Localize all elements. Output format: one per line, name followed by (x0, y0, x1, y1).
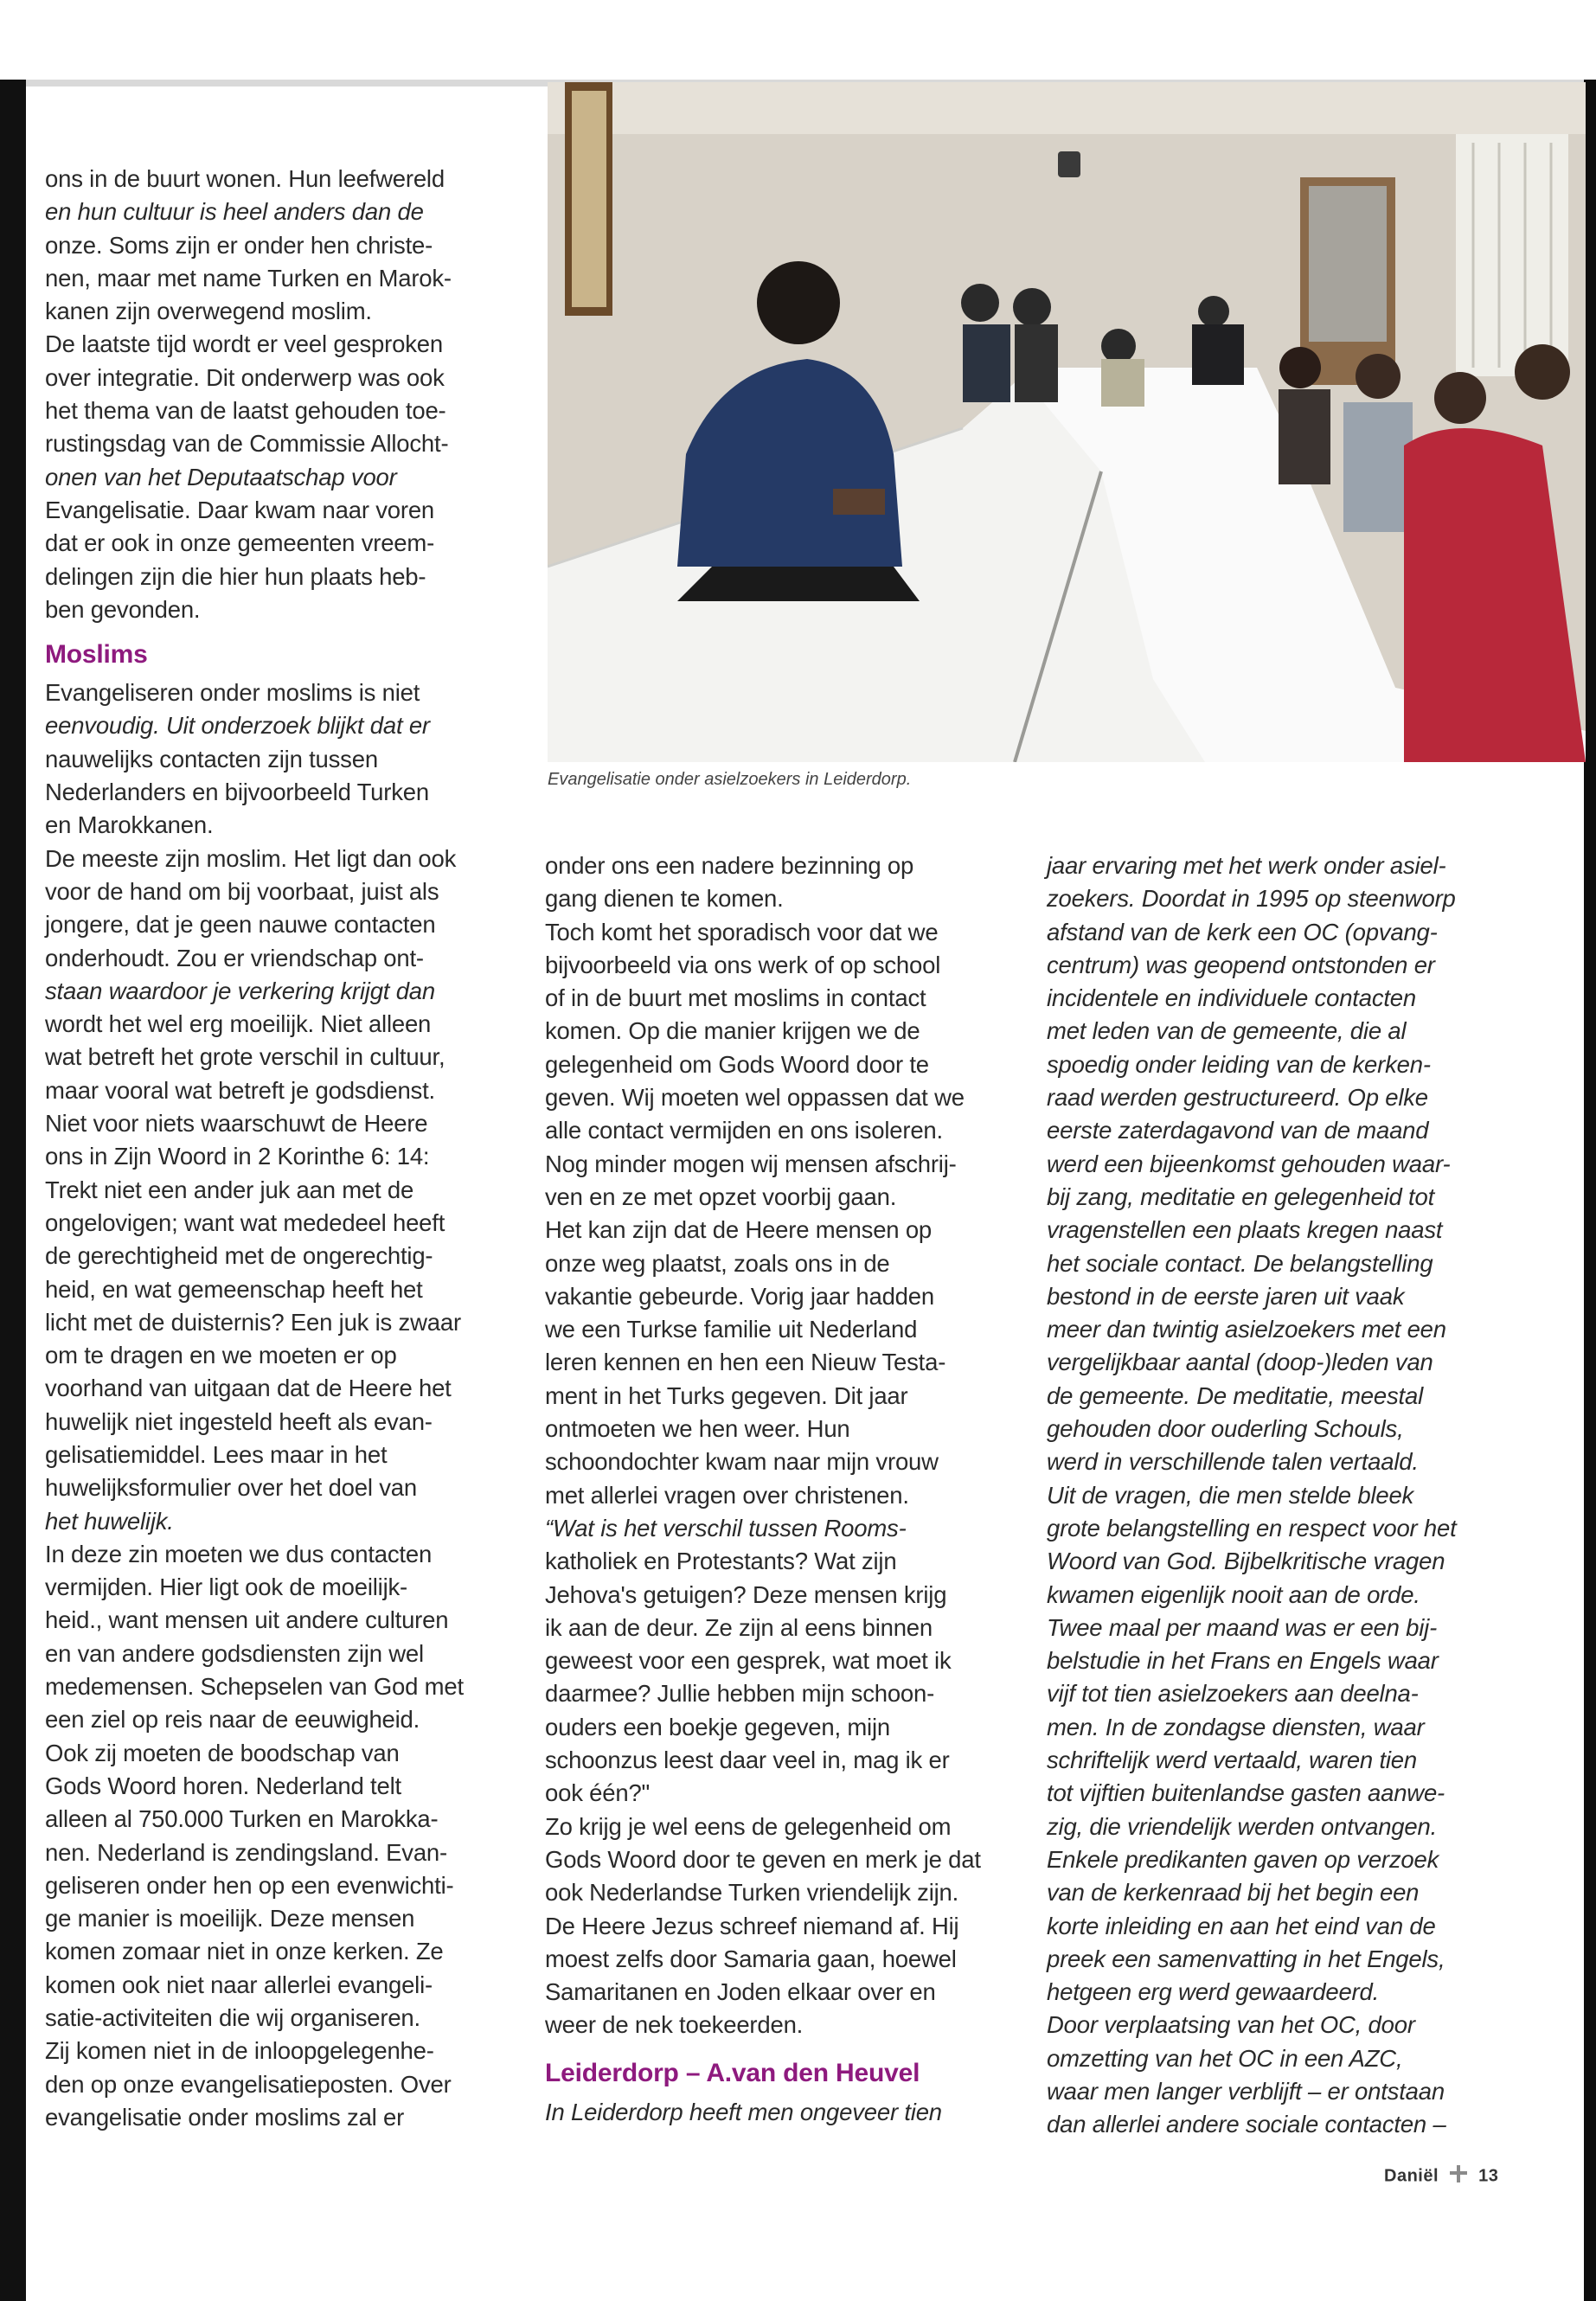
text-line: komen. Op die manier krijgen we de (545, 1017, 920, 1045)
text-line: Ook zij moeten de boodschap van (45, 1739, 400, 1766)
text-line: schoonzus leest daar veel in, mag ik er (545, 1747, 950, 1774)
text-line: dat er ook in onze gemeenten vreem- (45, 529, 435, 557)
text-line: Zij komen niet in de inloopgelegenhe- (45, 2037, 434, 2065)
intro-text (45, 163, 512, 626)
text-line: incidentele en individuele contacten (1047, 984, 1416, 1012)
text-line: korte inleiding en aan het eind van de (1047, 1912, 1436, 1939)
text-line: huwelijksformulier over het doel van (45, 1474, 417, 1502)
text-line: tot vijftien buitenlandse gasten aanwe- (1047, 1779, 1445, 1807)
text-line: den op onze evangelisatieposten. Over (45, 2070, 452, 2098)
text-line: komen zomaar niet in onze kerken. Ze (45, 1938, 444, 1965)
text-line: kwamen eigenlijk nooit aan de orde. (1047, 1580, 1420, 1608)
text-line: het huwelijk. (45, 1507, 174, 1535)
text-line: ons in de buurt wonen. Hun leefwereld (45, 165, 445, 192)
meeting-photo (548, 82, 1586, 762)
text-line: met leden van de gemeente, die al (1047, 1017, 1407, 1045)
text-line: Gods Woord horen. Nederland telt (45, 1772, 401, 1799)
text-line: staan waardoor je verkering krijgt dan (45, 977, 435, 1004)
text-line: ook één?" (545, 1779, 651, 1807)
text-line: de gerechtigheid met de ongerechtig- (45, 1242, 433, 1270)
photo-illustration (548, 82, 1586, 762)
text-line: ven en ze met opzet voorbij gaan. (545, 1183, 897, 1210)
text-line: Gods Woord door te geven en merk je dat (545, 1845, 981, 1873)
text-line: leren kennen en hen een Nieuw Testa- (545, 1349, 946, 1376)
text-line: Jehova's getuigen? Deze mensen krijg (545, 1580, 947, 1608)
text-line: daarmee? Jullie hebben mijn schoon- (545, 1680, 935, 1708)
cross-ornament-icon (1449, 2164, 1468, 2189)
text-line: Enkele predikanten gaven op verzoek (1047, 1845, 1439, 1873)
text-line: bestond in de eerste jaren uit vaak (1047, 1282, 1405, 1310)
text-line: Het kan zijn dat de Heere mensen op (545, 1216, 933, 1244)
text-line: In Leiderdorp heeft men ongeveer tien (545, 2098, 942, 2125)
text-line: voorhand van uitgaan dat de Heere het (45, 1375, 452, 1402)
text-line: wordt het wel erg moeilijk. Niet alleen (45, 1010, 432, 1038)
text-line: of in de buurt met moslims in contact (545, 984, 926, 1012)
text-line: Door verplaatsing van het OC, door (1047, 2011, 1415, 2039)
text-line: ben gevonden. (45, 595, 201, 623)
section-heading-moslims: Moslims (45, 640, 148, 670)
text-line: en hun cultuur is heel anders dan de (45, 198, 424, 226)
text-line: gang dienen te komen. (545, 885, 784, 913)
text-line: vijf tot tien asielzoekers aan deelna- (1047, 1680, 1419, 1708)
text-line: licht met de duisternis? Een juk is zwaar (45, 1308, 461, 1336)
text-line: de gemeente. De meditatie, meestal (1047, 1381, 1423, 1409)
text-line: De meeste zijn moslim. Het ligt dan ook (45, 844, 457, 872)
text-line: ontmoeten we hen weer. Hun (545, 1415, 850, 1443)
column-2-text (545, 849, 1016, 2042)
text-line: vakantie gebeurde. Vorig jaar hadden (545, 1282, 934, 1310)
column-3 (1047, 849, 1531, 2142)
text-line: schoondochter kwam naar mijn vrouw (545, 1448, 939, 1476)
text-line: ouders een boekje gegeven, mijn (545, 1713, 890, 1740)
text-line: over integratie. Dit onderwerp was ook (45, 363, 445, 391)
text-line: huwelijk niet ingesteld heeft als evan- (45, 1407, 433, 1435)
text-line: om te dragen en we moeten er op (45, 1342, 397, 1369)
text-line: vergelijkbaar aantal (doop-)leden van (1047, 1349, 1433, 1376)
text-line: voor de hand om bij voorbaat, juist als (45, 877, 439, 905)
text-line: geweest voor een gesprek, wat moet ik (545, 1647, 952, 1675)
text-line: delingen zijn die hier hun plaats heb- (45, 562, 426, 590)
text-line: gehouden door ouderling Schouls, (1047, 1415, 1404, 1443)
text-line: Evangeliseren onder moslims is niet (45, 679, 420, 707)
text-line: jaar ervaring met het werk onder asiel- (1047, 852, 1446, 879)
column-2 (545, 849, 1016, 2129)
magazine-name: Daniël (1384, 2166, 1439, 2186)
text-line: Samaritanen en Joden elkaar over en (545, 1978, 936, 2006)
text-line: van de kerkenraad bij het begin een (1047, 1879, 1420, 1907)
photo-caption: Evangelisatie onder asielzoekers in Leiderdorp. (548, 770, 912, 789)
text-line: geven. Wij moeten wel oppassen dat we (545, 1084, 965, 1112)
text-line: raad werden gestructureerd. Op elke (1047, 1084, 1428, 1112)
moslims-text (45, 676, 512, 2134)
text-line: preek een samenvatting in het Engels, (1047, 1945, 1445, 1972)
text-line: omzetting van het OC in een AZC, (1047, 2044, 1403, 2072)
text-line: en Marokkanen. (45, 811, 214, 839)
text-line: Zo krijg je wel eens de gelegenheid om (545, 1812, 952, 1840)
text-line: moest zelfs door Samaria gaan, hoewel (545, 1945, 957, 1972)
text-line: heid., want mensen uit andere culturen (45, 1606, 449, 1634)
text-line: ongelovigen; want wat mededeel heeft (45, 1208, 445, 1236)
text-line: eenvoudig. Uit onderzoek blijkt dat er (45, 712, 430, 740)
text-line: ook Nederlandse Turken vriendelijk zijn. (545, 1879, 959, 1907)
text-line: het thema van de laatst gehouden toe- (45, 397, 446, 425)
column-1 (45, 163, 512, 2134)
page-number: 13 (1478, 2166, 1499, 2186)
text-line: alleen al 750.000 Turken en Marokka- (45, 1805, 439, 1833)
text-line: hetgeen erg werd gewaardeerd. (1047, 1978, 1380, 2006)
text-line: ons in Zijn Woord in 2 Korinthe 6: 14: (45, 1143, 430, 1170)
text-line: zig, die vriendelijk werden ontvangen. (1047, 1812, 1438, 1840)
text-line: Uit de vragen, die men stelde bleek (1047, 1481, 1414, 1509)
text-line: en van andere godsdiensten zijn wel (45, 1639, 424, 1667)
text-line: gelisatiemiddel. Lees maar in het (45, 1440, 388, 1468)
text-line: ment in het Turks gegeven. Dit jaar (545, 1381, 908, 1409)
text-line: Nederlanders en bijvoorbeeld Turken (45, 779, 429, 806)
text-line: grote belangstelling en respect voor het (1047, 1514, 1457, 1541)
text-line: nen, maar met name Turken en Marok- (45, 264, 452, 292)
text-line: Evangelisatie. Daar kwam naar voren (45, 496, 435, 523)
text-line: eerste zaterdagavond van de maand (1047, 1117, 1429, 1144)
page-left-edge (0, 80, 26, 2301)
text-line: In deze zin moeten we dus contacten (45, 1540, 433, 1567)
text-line: Niet voor niets waarschuwt de Heere (45, 1110, 428, 1138)
text-line: geliseren onder hen op een evenwichti- (45, 1871, 454, 1899)
text-line: zoekers. Doordat in 1995 op steenworp (1047, 885, 1456, 913)
text-line: werd in verschillende talen vertaald. (1047, 1448, 1419, 1476)
text-line: Twee maal per maand was er een bij- (1047, 1613, 1438, 1641)
text-line: heid, en wat gemeenschap heeft het (45, 1275, 423, 1303)
text-line: Woord van God. Bijbelkritische vragen (1047, 1548, 1445, 1575)
text-line: De laatste tijd wordt er veel gesproken (45, 330, 443, 358)
text-line: satie-activiteiten die wij organiseren. (45, 2004, 420, 2032)
text-line: wat betreft het grote verschil in cultuur, (45, 1043, 445, 1071)
text-line: weer de nek toekeerden. (545, 2011, 804, 2039)
text-line: katholiek en Protestants? Wat zijn (545, 1548, 897, 1575)
text-line: belstudie in het Frans en Engels waar (1047, 1647, 1439, 1675)
text-line: vermijden. Hier ligt ook de moeilijk- (45, 1574, 407, 1601)
text-line: men. In de zondagse diensten, waar (1047, 1713, 1425, 1740)
text-line: alle contact vermijden en ons isoleren. (545, 1117, 943, 1144)
text-line: “Wat is het verschil tussen Rooms- (545, 1514, 907, 1541)
text-line: maar vooral wat betreft je godsdienst. (45, 1076, 435, 1104)
text-line: ge manier is moeilijk. Deze mensen (45, 1905, 415, 1932)
text-line: onen van het Deputaatschap voor (45, 463, 397, 490)
text-line: ik aan de deur. Ze zijn al eens binnen (545, 1613, 933, 1641)
text-line: dan allerlei andere sociale contacten – (1047, 2111, 1446, 2138)
text-line: onze. Soms zijn er onder hen christe- (45, 231, 433, 259)
page-right-edge (1584, 80, 1596, 2301)
text-line: kanen zijn overwegend moslim. (45, 298, 372, 325)
text-line: schriftelijk werd vertaald, waren tien (1047, 1747, 1417, 1774)
text-line: vragenstellen een plaats kregen naast (1047, 1216, 1443, 1244)
text-line: gelegenheid om Gods Woord door te (545, 1050, 929, 1078)
text-line: Nog minder mogen wij mensen afschrij- (545, 1150, 957, 1177)
text-line: onze weg plaatst, zoals ons in de (545, 1249, 890, 1277)
text-line: met allerlei vragen over christenen. (545, 1481, 909, 1509)
text-line: Trekt niet een ander juk aan met de (45, 1176, 414, 1203)
text-line: afstand van de kerk een OC (opvang- (1047, 918, 1438, 945)
text-line: nauwelijks contacten zijn tussen (45, 745, 378, 772)
text-line: spoedig onder leiding van de kerken- (1047, 1050, 1431, 1078)
text-line: komen ook niet naar allerlei evangeli- (45, 1971, 433, 1998)
text-line: rustingsdag van de Commissie Allocht- (45, 430, 449, 458)
text-line: medemensen. Schepselen van God met (45, 1673, 464, 1701)
text-line: nen. Nederland is zendingsland. Evan- (45, 1838, 447, 1866)
text-line: we een Turkse familie uit Nederland (545, 1316, 918, 1343)
text-line: waar men langer verblijft – er ontstaan (1047, 2077, 1445, 2105)
text-line: jongere, dat je geen nauwe contacten (45, 911, 436, 939)
text-line: bijvoorbeeld via ons werk of op school (545, 951, 941, 978)
text-line: een ziel op reis naar de eeuwigheid. (45, 1706, 420, 1734)
text-line: bij zang, meditatie en gelegenheid tot (1047, 1183, 1435, 1210)
text-line: Toch komt het sporadisch voor dat we (545, 918, 939, 945)
text-line: centrum) was geopend ontstonden er (1047, 951, 1435, 978)
text-line: meer dan twintig asielzoekers met een (1047, 1316, 1446, 1343)
text-line: het sociale contact. De belangstelling (1047, 1249, 1433, 1277)
section-heading-leiderdorp: Leiderdorp – A.van den Heuvel (545, 2058, 920, 2087)
text-line: onder ons een nadere bezinning op (545, 852, 914, 879)
text-line: werd een bijeenkomst gehouden waar- (1047, 1150, 1451, 1177)
text-line: De Heere Jezus schreef niemand af. Hij (545, 1912, 959, 1939)
page-footer (1384, 2164, 1498, 2189)
text-line: onderhoudt. Zou er vriendschap ont- (45, 944, 424, 971)
text-line: evangelisatie onder moslims zal er (45, 2103, 405, 2131)
